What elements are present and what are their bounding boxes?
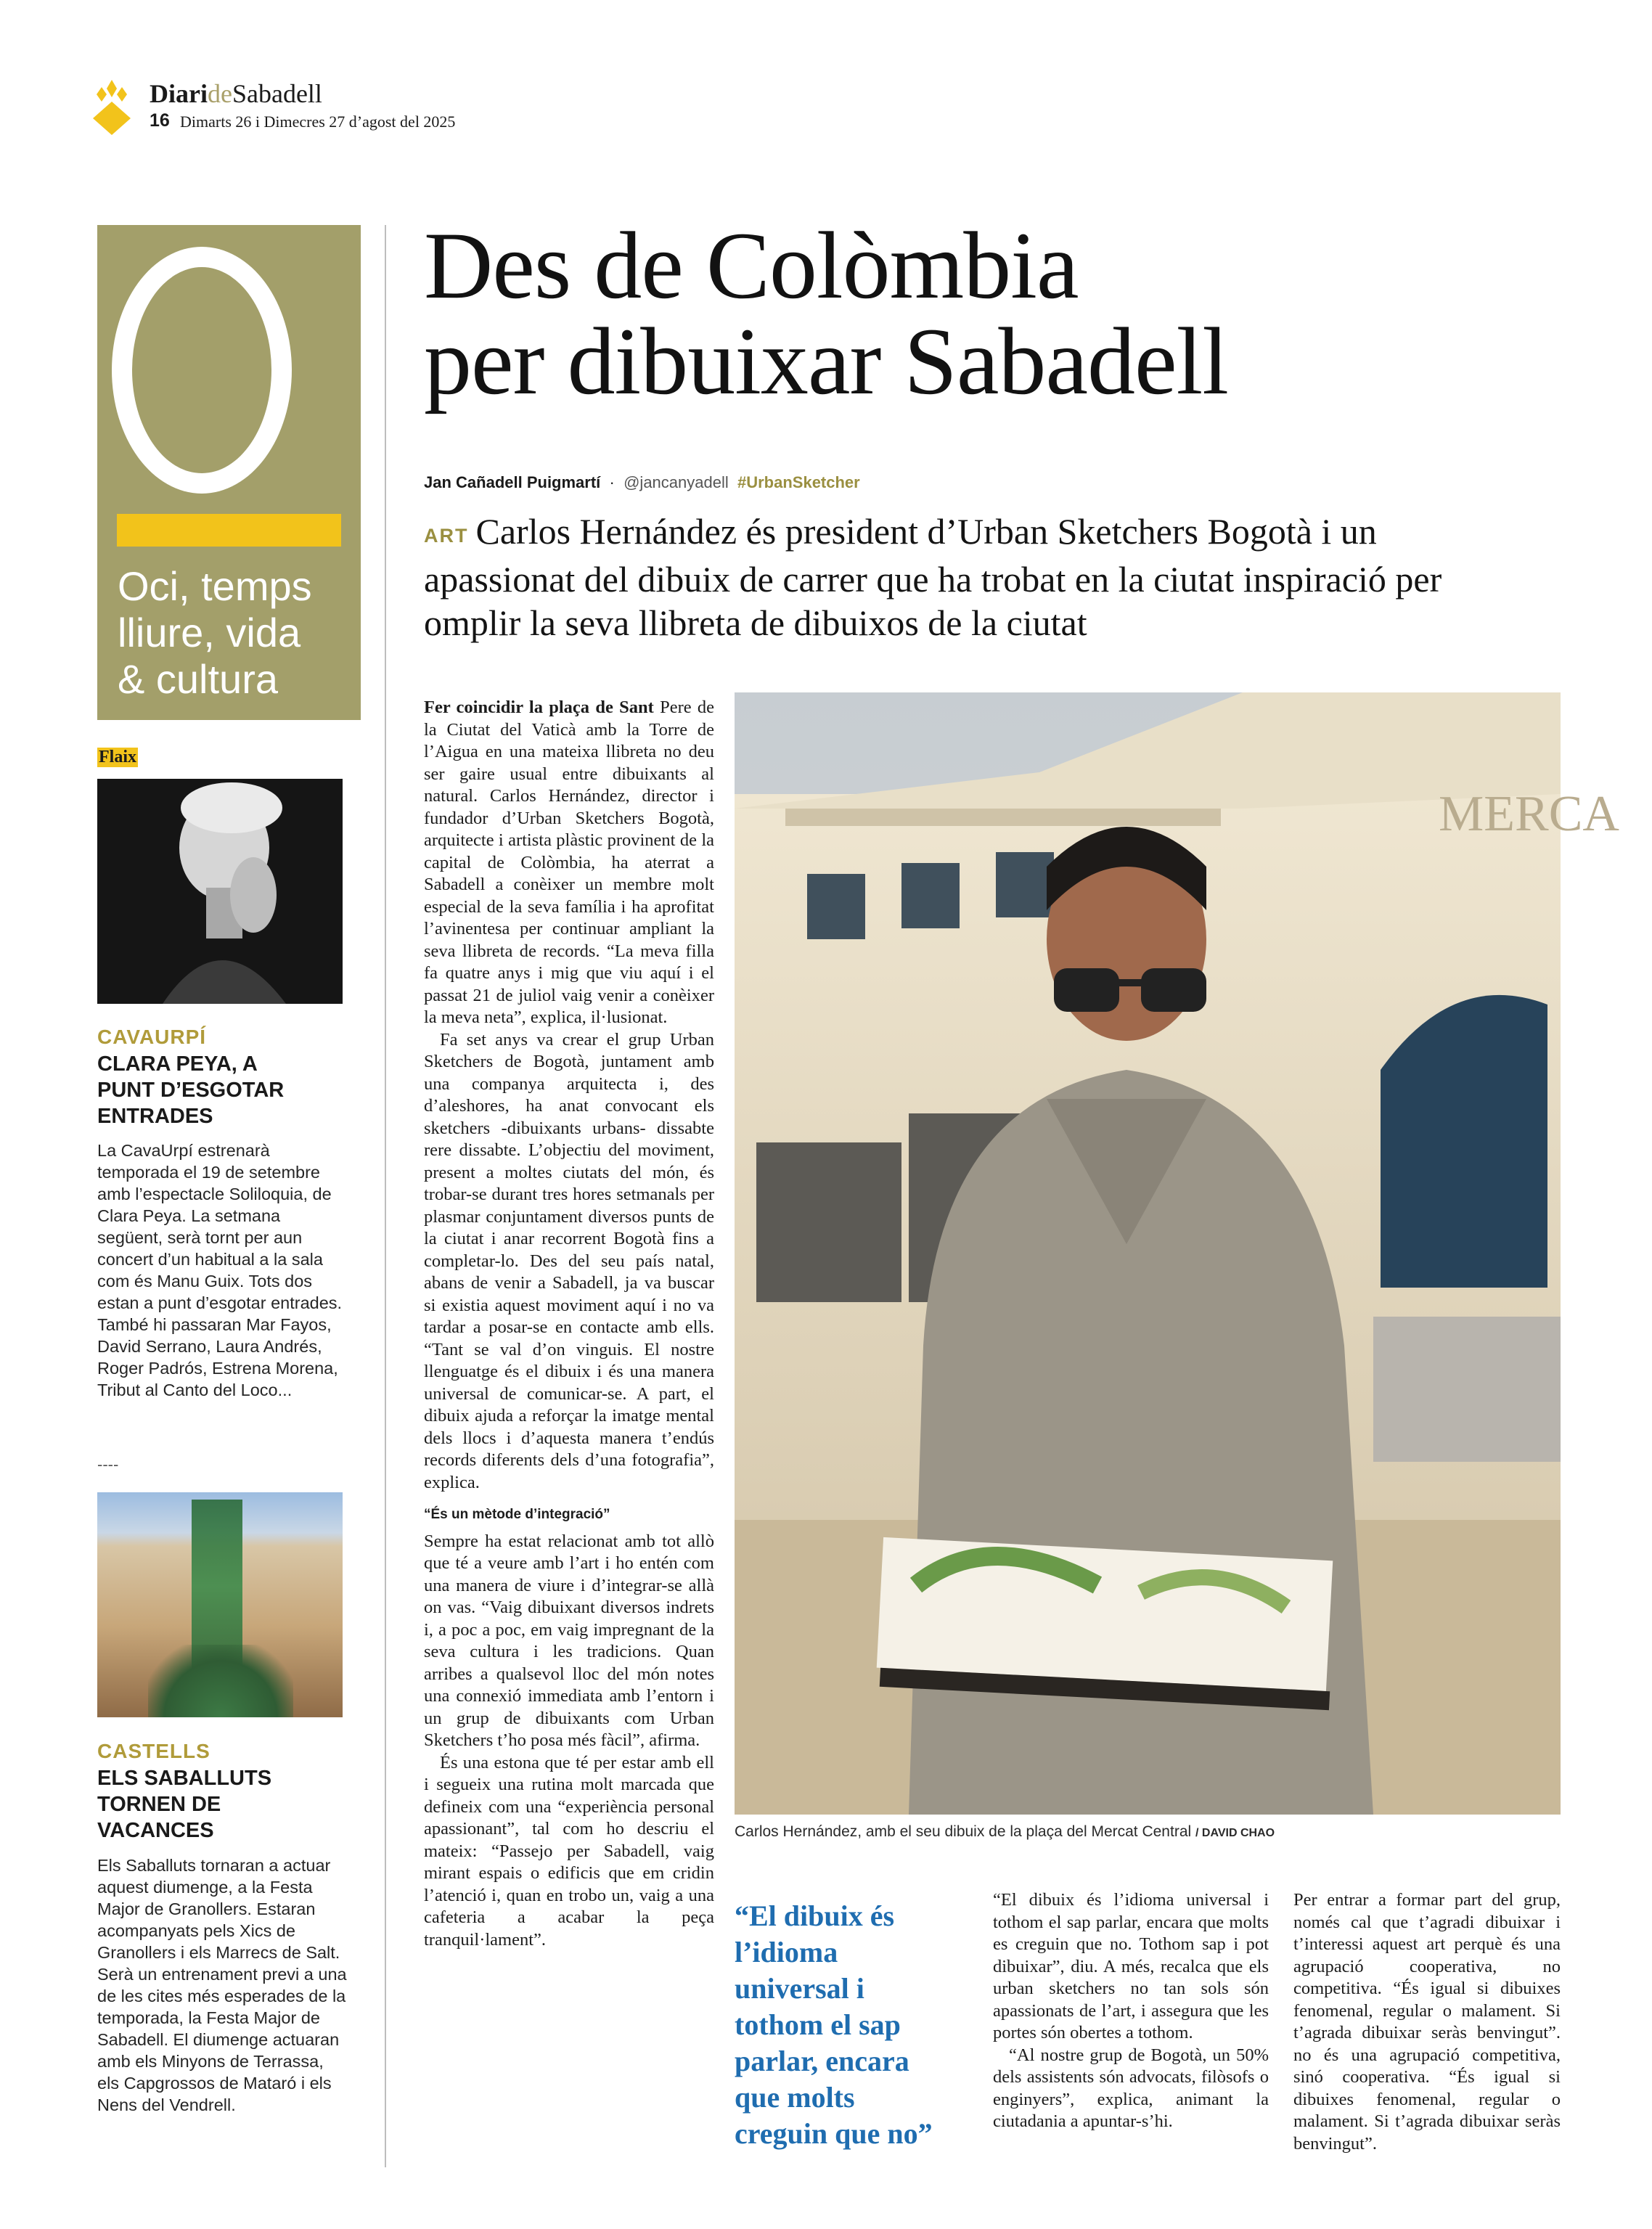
col4-paragraph-1: Per entrar a formar part del grup, només cal que t’agradi dibuixar i t’interessi aquest art perquè és una agrupació cooperativa, no competitiva. “És igual si dibuixes fenomenal, regular o malament. Si t’agrada dibuixar seràs benvingut”. no és una agrupació competitiva, sinó cooperativa. “És igual si dibuixes fenomenal, regular o malament. Si t’agrada dibuixar seràs benvingut”.	[1293, 1890, 1561, 2154]
castellers-photo	[97, 1492, 343, 1717]
section-letter-o	[112, 247, 292, 494]
section-accent-bar	[117, 514, 341, 547]
masthead-brand[interactable]: DiarideSabadell	[150, 79, 322, 108]
issue-date: Dimarts 26 i Dimecres 27 d’agost del 2025	[180, 113, 456, 131]
col1-paragraph-2: Fa set anys va crear el grup Urban Sketchers de Bogotà, juntament amb una companya arquitecta i, des d’aleshores, ha anat convocant els sketchers -dibuixants urbans- dissabte rere dissabte. L’objectiu del moviment, present a moltes ciutats del món, és trobar-se durant tres hores setmanals per plasmar conjuntament diversos punts de la ciutat i anar recorrent Bogotà fins a completar-lo. Des del seu país natal, abans de venir a Sabadell, ja va buscar si existia aquest moviment aquí i no va tardar a posar-se en contacte amb ells. “Tant se val d’on vinguis. El nostre llenguatge és el dibuix i és una manera universal de comunicar-se. A part, el dibuix ajuda a reforçar la imatge mental dels llocs i d’aquesta manera t’endús records diferents dels d’una fotografia”, explica.	[424, 1029, 714, 1492]
sidebar-divider: ----	[97, 1455, 119, 1473]
col1-paragraph-4: És una estona que té per estar amb ell i segueix una rutina molt marcada que defineix com una “experiència personal apassionant”, tal com ho descriu el mateix: “Passejo per Sabadell, vaig mirant espais o edificis que em cridin l’atenció i, quan en trobo un, vaig a una cafeteria a acabar la peça tranquil·lament”.	[424, 1752, 714, 1950]
sidebar-headline-saballuts[interactable]: ELS SABALLUTS TORNEN DE VACANCES	[97, 1767, 272, 1842]
col3-paragraph-1: “El dibuix és l’idioma universal i tothom el sap parlar, encara que molts es creguin que no. Tothom sap i pot dibuixar”, diu. A més, recalca que els urban sketchers no tan sols són apassionats de l’art, i assegura que les portes són obertes a tothom.	[993, 1890, 1269, 2042]
tower-base-crowd	[148, 1645, 293, 1717]
carlos-hernandez-photo	[735, 692, 1619, 1815]
page-number: 16	[150, 110, 170, 131]
mercat-sign: MERCA	[1439, 786, 1619, 842]
sidebar-text-clara-peya: La CavaUrpí estrenarà temporada el 19 de setembre amb l’espectacle Soliloquia, de Clara Peya. La setmana següent, serà tornt per aun concert d’un habitual a la sala com és Manu Guix. Tots dos estan a punt d’esgotar entrades. També hi passaran Mar Fayos, David Serrano, Laura Andrés, Roger Padrós, Estrena Morena, Tribut al Canto del Loco...	[97, 1141, 343, 1399]
section-tag: ART	[424, 524, 469, 547]
photo-credit: / DAVID CHAO	[1195, 1827, 1275, 1839]
pull-quote: “El dibuix és l’idioma universal i tothom el sap parlar, encara que molts creguin que no”	[735, 1899, 933, 2150]
article-hashtag[interactable]: #UrbanSketcher	[737, 473, 860, 491]
article-subhead: “És un mètode d’integració”	[424, 1507, 610, 1522]
article-column-3	[993, 1889, 1269, 2133]
article-column-1: Fer coincidir la plaça de Sant Pere de la Ciutat del Vaticà amb la Torre de l’Aigua en una mateixa llibreta no deu ser gaire usual entre dibuixants al natural. Carlos Hernández, director i fundador d’Urban Sketchers Bogotà, arquitecte i artista plàstic provinent de la capital de Colòmbia, ha aterrat a Sabadell a conèixer un membre molt especial de la seva família i ha aprofitat l’avinentesa per continuar ampliant la seva llibreta de records. “La meva filla fa quatre anys i mig que viu aquí i el passat 21 de juliol vaig venir a conèixer la meva neta”, explica, il·lusionat. Fa set anys va crear el grup Urban Sketchers de Bogotà, juntament amb una companya arquitecta i, des d’aleshores, ha anat convocant els sketchers -dibuixants urbans- dissabte rere dissabte. L’objectiu del moviment, present a moltes ciutats del món, és trobar-se durant tres hores setmanals per plasmar conjuntament diversos punts de la ciutat i anar recorrent Bogotà fins a completar-lo. Des del seu país natal, abans de venir a Sabadell, ja va buscar si existia aquest moviment aquí i no va tardar a posar-se en contacte amb ells. “Tant se val d’on vinguis. El nostre llenguatge és el dibuix i és una manera universal de comunicar-se. A part, el dibuix ajuda a reforçar la imatge mental dels llocs i d’aquesta manera t’endús records diferents dels d’una fotografia”, explica. “És un mètode d’integració” Sempre ha estat relacionat amb tot allò que té a veure amb l’art i ho entén com una manera de viure i d’integrar-se allà on vas. “Vaig dibuixant diversos indrets i, a poc a poc, em vaig impregnant de la seva cultura i les tradicions. Quan arribes a qualsevol lloc del món notes una connexió immediata amb l’entorn i un grup de dibuixants com Urban Sketchers t’ho posa més fàcil”, afirma. És una estona que té per estar amb ell i segueix una rutina molt marcada que defineix com una “experiència personal apassionant”, tal com ho descriu el mateix: “Passejo per Sabadell, vaig mirant espais o edificis que em cridin l’atenció i, quan en trobo un, vaig a una cafeteria a acabar la peça tranquil·lament”.	[424, 697, 714, 1951]
section-label: Oci, temps lliure, vida & cultura	[118, 563, 312, 702]
col3-paragraph-2: “Al nostre grup de Bogotà, un 50% dels assistents són advocats, filòsofs o enginyers”, explica, animant la ciutadania a apuntar-s’hi.	[993, 2045, 1269, 2131]
col1-paragraph-3: Sempre ha estat relacionat amb tot allò que té a veure amb l’art i ho entén com una manera de viure i d’integrar-se allà on vas. “Vaig dibuixant diversos indrets i, a poc a poc, em vaig impregnant de la seva cultura i les tradicions. Quan arribes a qualsevol lloc del món notes una connexió immediata amb l’entorn i un grup de dibuixants com Urban Sketchers t’ho posa més fàcil”, afirma.	[424, 1531, 714, 1750]
sidebar-category-cavaurpi: CAVAURPÍ	[97, 1026, 207, 1048]
sidebar-text-saballuts: Els Saballuts tornaran a actuar aquest diumenge, a la Festa Major de Granollers. Estaran acompanyats pels Xics de Granollers i els Marrecs de Salt. Serà un entrenament previ a una de les cites més esperades de la temporada, la Festa Major de Sabadell. El diumenge actuaran amb els Minyons de Terrassa, els Capgrossos de Mataró i els Nens del Vendrell.	[97, 1856, 347, 2114]
byline: Jan Cañadell Puigmartí · @jancanyadell #UrbanSketcher	[424, 473, 860, 491]
clara-peya-photo	[97, 779, 343, 1004]
lead-in: Fer coincidir la plaça de Sant	[424, 698, 654, 717]
author-name: Jan Cañadell Puigmartí	[424, 473, 601, 491]
sidebar-category-castells: CASTELLS	[97, 1740, 210, 1762]
diari-logo-icon	[93, 80, 131, 135]
photo-caption: Carlos Hernández, amb el seu dibuix de la plaça del Mercat Central / DAVID CHAO	[735, 1823, 1275, 1840]
sidebar-headline-clara-peya[interactable]: CLARA PEYA, A PUNT D’ESGOTAR ENTRADES	[97, 1052, 285, 1128]
flaix-label: Flaix	[99, 748, 136, 766]
article-headline: Des de Colòmbia per dibuixar Sabadell	[424, 212, 1228, 414]
author-handle[interactable]: @jancanyadell	[623, 473, 729, 491]
article-lede: ART Carlos Hernández és president d’Urban Sketchers Bogotà i un apassionat del dibuix de carrer que ha trobat en la ciutat inspiració per omplir la seva llibreta de dibuixos de la ciutat	[424, 511, 1442, 643]
column-divider	[385, 225, 386, 2167]
article-column-4	[1293, 1889, 1561, 2155]
